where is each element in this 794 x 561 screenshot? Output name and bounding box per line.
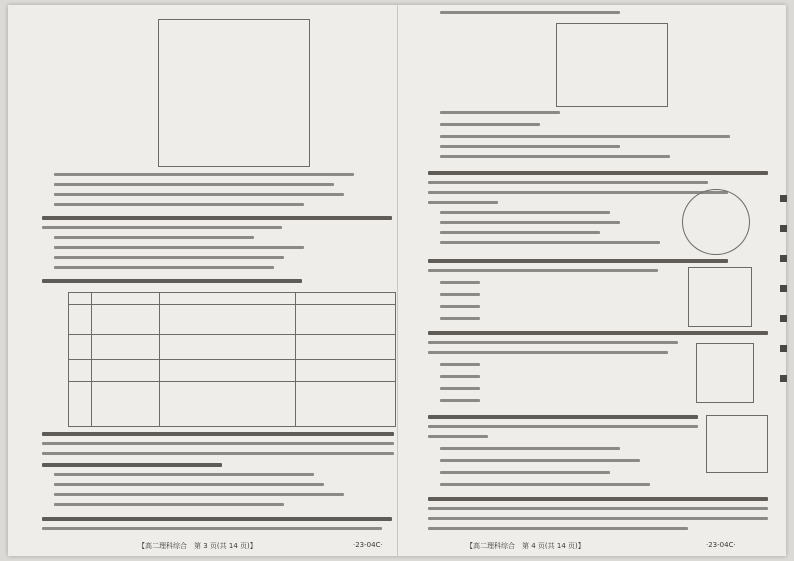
- right-page: [406, 11, 772, 550]
- page-fold: [397, 5, 398, 556]
- left-page-footer: 【高二理科综合 第 3 页(共 14 页)】: [138, 542, 257, 550]
- left-page: [28, 11, 394, 550]
- right-page-code: ·23-04C·: [706, 541, 736, 549]
- rotating-table-figure: [556, 23, 668, 107]
- electrolysis-cell-figure: [158, 19, 310, 167]
- left-page-code: ·23-04C·: [353, 541, 383, 549]
- electric-field-circles-figure: [682, 189, 750, 255]
- experiment-table: [68, 292, 396, 427]
- exam-sheet: [8, 5, 786, 556]
- right-page-footer: 【高二理科综合 第 4 页(共 14 页)】: [466, 542, 585, 550]
- current-graph-figure: [688, 267, 752, 327]
- velocity-time-graph-figure: [706, 415, 768, 473]
- string-force-figure: [696, 343, 754, 403]
- binding-margin-marks: [778, 195, 790, 395]
